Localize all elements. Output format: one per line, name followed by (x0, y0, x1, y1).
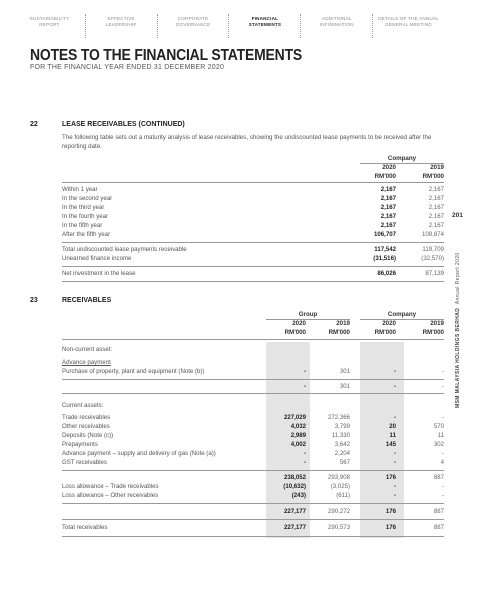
page-title: NOTES TO THE FINANCIAL STATEMENTS (30, 47, 303, 64)
nav-annual-general-meeting[interactable] (373, 14, 444, 38)
top-navigation (14, 14, 444, 38)
table-cell: 86,026 (377, 270, 396, 277)
table-cell: 4,032 (290, 423, 306, 430)
advance-payment-heading: Advance payment (62, 359, 111, 366)
s23-col-group-2019: 2019 (336, 320, 350, 327)
table-row-label: Other receivables (62, 423, 110, 430)
table-row-label: In the fourth year (62, 213, 109, 220)
table-row-label: Total receivables (62, 524, 108, 531)
s23-col-company-2019: 2019 (430, 320, 444, 327)
table-cell: 2,989 (290, 432, 306, 439)
table-row-label: Net investment in the lease (62, 270, 136, 277)
current-assets-heading: Current assets: (62, 402, 104, 409)
nav-label: GENERAL MEETING (385, 22, 433, 27)
table-row-label: Unearned finance income (62, 255, 132, 262)
table-cell: - (393, 383, 396, 390)
nav-effective-leadership[interactable] (86, 14, 158, 38)
table-cell: 2,204 (334, 450, 350, 457)
nav-label: SUSTAINABILITY (29, 16, 70, 21)
table-cell: - (303, 450, 306, 457)
s23-col-company-2020: 2020 (382, 320, 396, 327)
section-22-title: LEASE RECEIVABLES (CONTINUED) (62, 121, 185, 128)
table-rule (62, 470, 444, 471)
table-cell: 4,002 (290, 441, 306, 448)
table-cell: 227,029 (283, 414, 306, 421)
table-row-label: Within 1 year (62, 186, 98, 193)
table-cell: (10,632) (283, 483, 306, 490)
table-cell: (243) (291, 492, 306, 499)
nav-label: REPORT (39, 22, 60, 27)
table-cell: - (441, 414, 444, 421)
table-cell: (611) (336, 492, 350, 499)
nav-label: INFORMATION (319, 22, 354, 27)
table-row-label: Advance payment – supply and delivery of gas (Note (a)) (62, 450, 216, 457)
s23-col-unit: RM'000 (328, 329, 350, 336)
nav-label: STATEMENTS (248, 22, 282, 27)
table-cell: 2,167 (428, 204, 444, 211)
table-cell: 227,177 (283, 524, 306, 531)
section-23-title: RECEIVABLES (62, 297, 112, 304)
side-report-name: Annual Report 2020 (455, 252, 461, 305)
table-cell: - (393, 483, 396, 490)
section-22-number: 22 (30, 121, 38, 128)
s22-col-unit: RM'000 (422, 173, 444, 180)
table-row-label: Prepayments (62, 441, 98, 448)
table-cell: 227,177 (283, 508, 306, 515)
section-23-number: 23 (30, 297, 38, 304)
table-row-label: In the third year (62, 204, 105, 211)
table-cell: 301 (339, 368, 350, 375)
table-cell: 238,052 (283, 474, 306, 481)
table-cell: 2,167 (380, 186, 396, 193)
table-cell: (31,516) (373, 255, 396, 262)
s22-col-2020: 2020 (382, 164, 396, 171)
table-cell: 2,167 (380, 222, 396, 229)
table-cell: 301 (339, 383, 350, 390)
table-cell: 887 (433, 524, 444, 531)
table-cell: (32,570) (421, 255, 444, 262)
table-cell: - (441, 450, 444, 457)
table-cell: - (303, 459, 306, 466)
nav-additional-information[interactable] (301, 14, 373, 38)
table-cell: (3,025) (330, 483, 350, 490)
table-row-label: GST receivables (62, 459, 107, 466)
table-cell: 290,573 (327, 524, 350, 531)
table-cell: - (393, 414, 396, 421)
table-row-label: In the second year (62, 195, 113, 202)
nav-label: DETAILS OF THE ANNUAL (378, 16, 439, 21)
nav-label: CORPORATE (177, 16, 209, 21)
table-cell: 11,330 (331, 432, 350, 439)
nav-sustainability-report[interactable] (14, 14, 86, 38)
table-row-label: After the fifth year (62, 231, 111, 238)
nav-label: FINANCIAL (251, 16, 279, 21)
nav-financial-statements[interactable] (229, 14, 301, 38)
table-cell: 108,874 (421, 231, 444, 238)
page-number: 201 (452, 212, 463, 219)
table-cell: 2,167 (428, 213, 444, 220)
table-cell: 293,908 (327, 474, 350, 481)
table-cell: 2,167 (428, 186, 444, 193)
s22-table-rule (62, 182, 444, 183)
table-cell: 4 (440, 459, 444, 466)
s23-col-unit: RM'000 (284, 329, 306, 336)
table-cell: 11 (389, 432, 396, 439)
table-rule (62, 536, 444, 537)
table-cell: - (303, 368, 306, 375)
table-row-label: In the fifth year (62, 222, 103, 229)
table-cell: 87,139 (425, 270, 444, 277)
table-cell: 176 (385, 508, 396, 515)
table-cell: - (441, 483, 444, 490)
table-cell: 570 (433, 423, 444, 430)
table-row-label: Deposits (Note (c)) (62, 432, 114, 439)
section-22-paragraph: The following table sets out a maturity analysis of lease receivables, showing the undiscounted lease payments to be received after the reporting date. (62, 134, 432, 150)
table-cell: - (393, 459, 396, 466)
table-cell: - (393, 450, 396, 457)
s23-table-rule (62, 339, 444, 340)
table-cell: - (441, 368, 444, 375)
table-row-label: Purchase of property, plant and equipment (Note (b)) (62, 368, 205, 375)
side-company-name: MSM MALAYSIA HOLDINGS BERHAD (455, 307, 461, 408)
s23-col-unit: RM'000 (374, 329, 396, 336)
table-cell: 176 (385, 474, 396, 481)
table-cell: 2,167 (428, 195, 444, 202)
table-rule (62, 281, 444, 282)
table-cell: 290,272 (327, 508, 350, 515)
table-rule (62, 242, 444, 243)
table-cell: 2,167 (380, 195, 396, 202)
table-cell: 11 (437, 432, 444, 439)
table-cell: 887 (433, 508, 444, 515)
table-cell: - (393, 368, 396, 375)
noncurrent-heading: Non-current asset: (62, 346, 113, 353)
nav-label: EFFECTIVE (107, 16, 135, 21)
nav-label: LEADERSHIP (105, 22, 137, 27)
table-rule (62, 503, 444, 504)
table-rule (62, 379, 444, 380)
s23-group-header: Group (298, 311, 318, 318)
nav-label: GOVERNANCE (175, 22, 211, 27)
table-cell: 2,167 (380, 204, 396, 211)
table-cell: 176 (385, 524, 396, 531)
table-cell: 106,707 (373, 231, 396, 238)
table-cell: 117,542 (374, 246, 396, 253)
s22-company-header: Company (387, 155, 417, 162)
s22-col-2019: 2019 (430, 164, 444, 171)
table-cell: 2,167 (428, 222, 444, 229)
table-cell: 3,642 (334, 441, 350, 448)
table-row-label: Loss allowance – Trade receivables (62, 483, 159, 490)
table-row-label: Loss allowance – Other receivables (62, 492, 159, 499)
table-cell: 2,167 (380, 213, 396, 220)
table-cell: 272,366 (327, 414, 350, 421)
table-cell: 3,799 (334, 423, 350, 430)
table-row-label: Total undiscounted lease payments receivable (62, 246, 187, 253)
table-cell: 887 (433, 474, 444, 481)
s23-col-unit: RM'000 (422, 329, 444, 336)
table-cell: - (393, 492, 396, 499)
table-cell: 119,709 (422, 246, 444, 253)
s23-col-group-2020: 2020 (292, 320, 306, 327)
table-cell: 20 (389, 423, 396, 430)
s22-col-unit: RM'000 (374, 173, 396, 180)
table-rule (62, 519, 444, 520)
table-rule (62, 393, 444, 394)
table-cell: - (303, 383, 306, 390)
table-cell: 567 (339, 459, 350, 466)
table-cell: - (441, 383, 444, 390)
table-rule (62, 266, 444, 267)
side-running-title (455, 208, 461, 408)
page-subtitle: FOR THE FINANCIAL YEAR ENDED 31 DECEMBER 2020 (30, 64, 225, 71)
s23-company-header: Company (387, 311, 417, 318)
nav-corporate-governance[interactable] (158, 14, 230, 38)
table-row-label: Trade receivables (62, 414, 111, 421)
table-cell: 302 (433, 441, 444, 448)
table-cell: 145 (385, 441, 396, 448)
nav-label: ADDITIONAL (321, 16, 352, 21)
table-cell: - (441, 492, 444, 499)
